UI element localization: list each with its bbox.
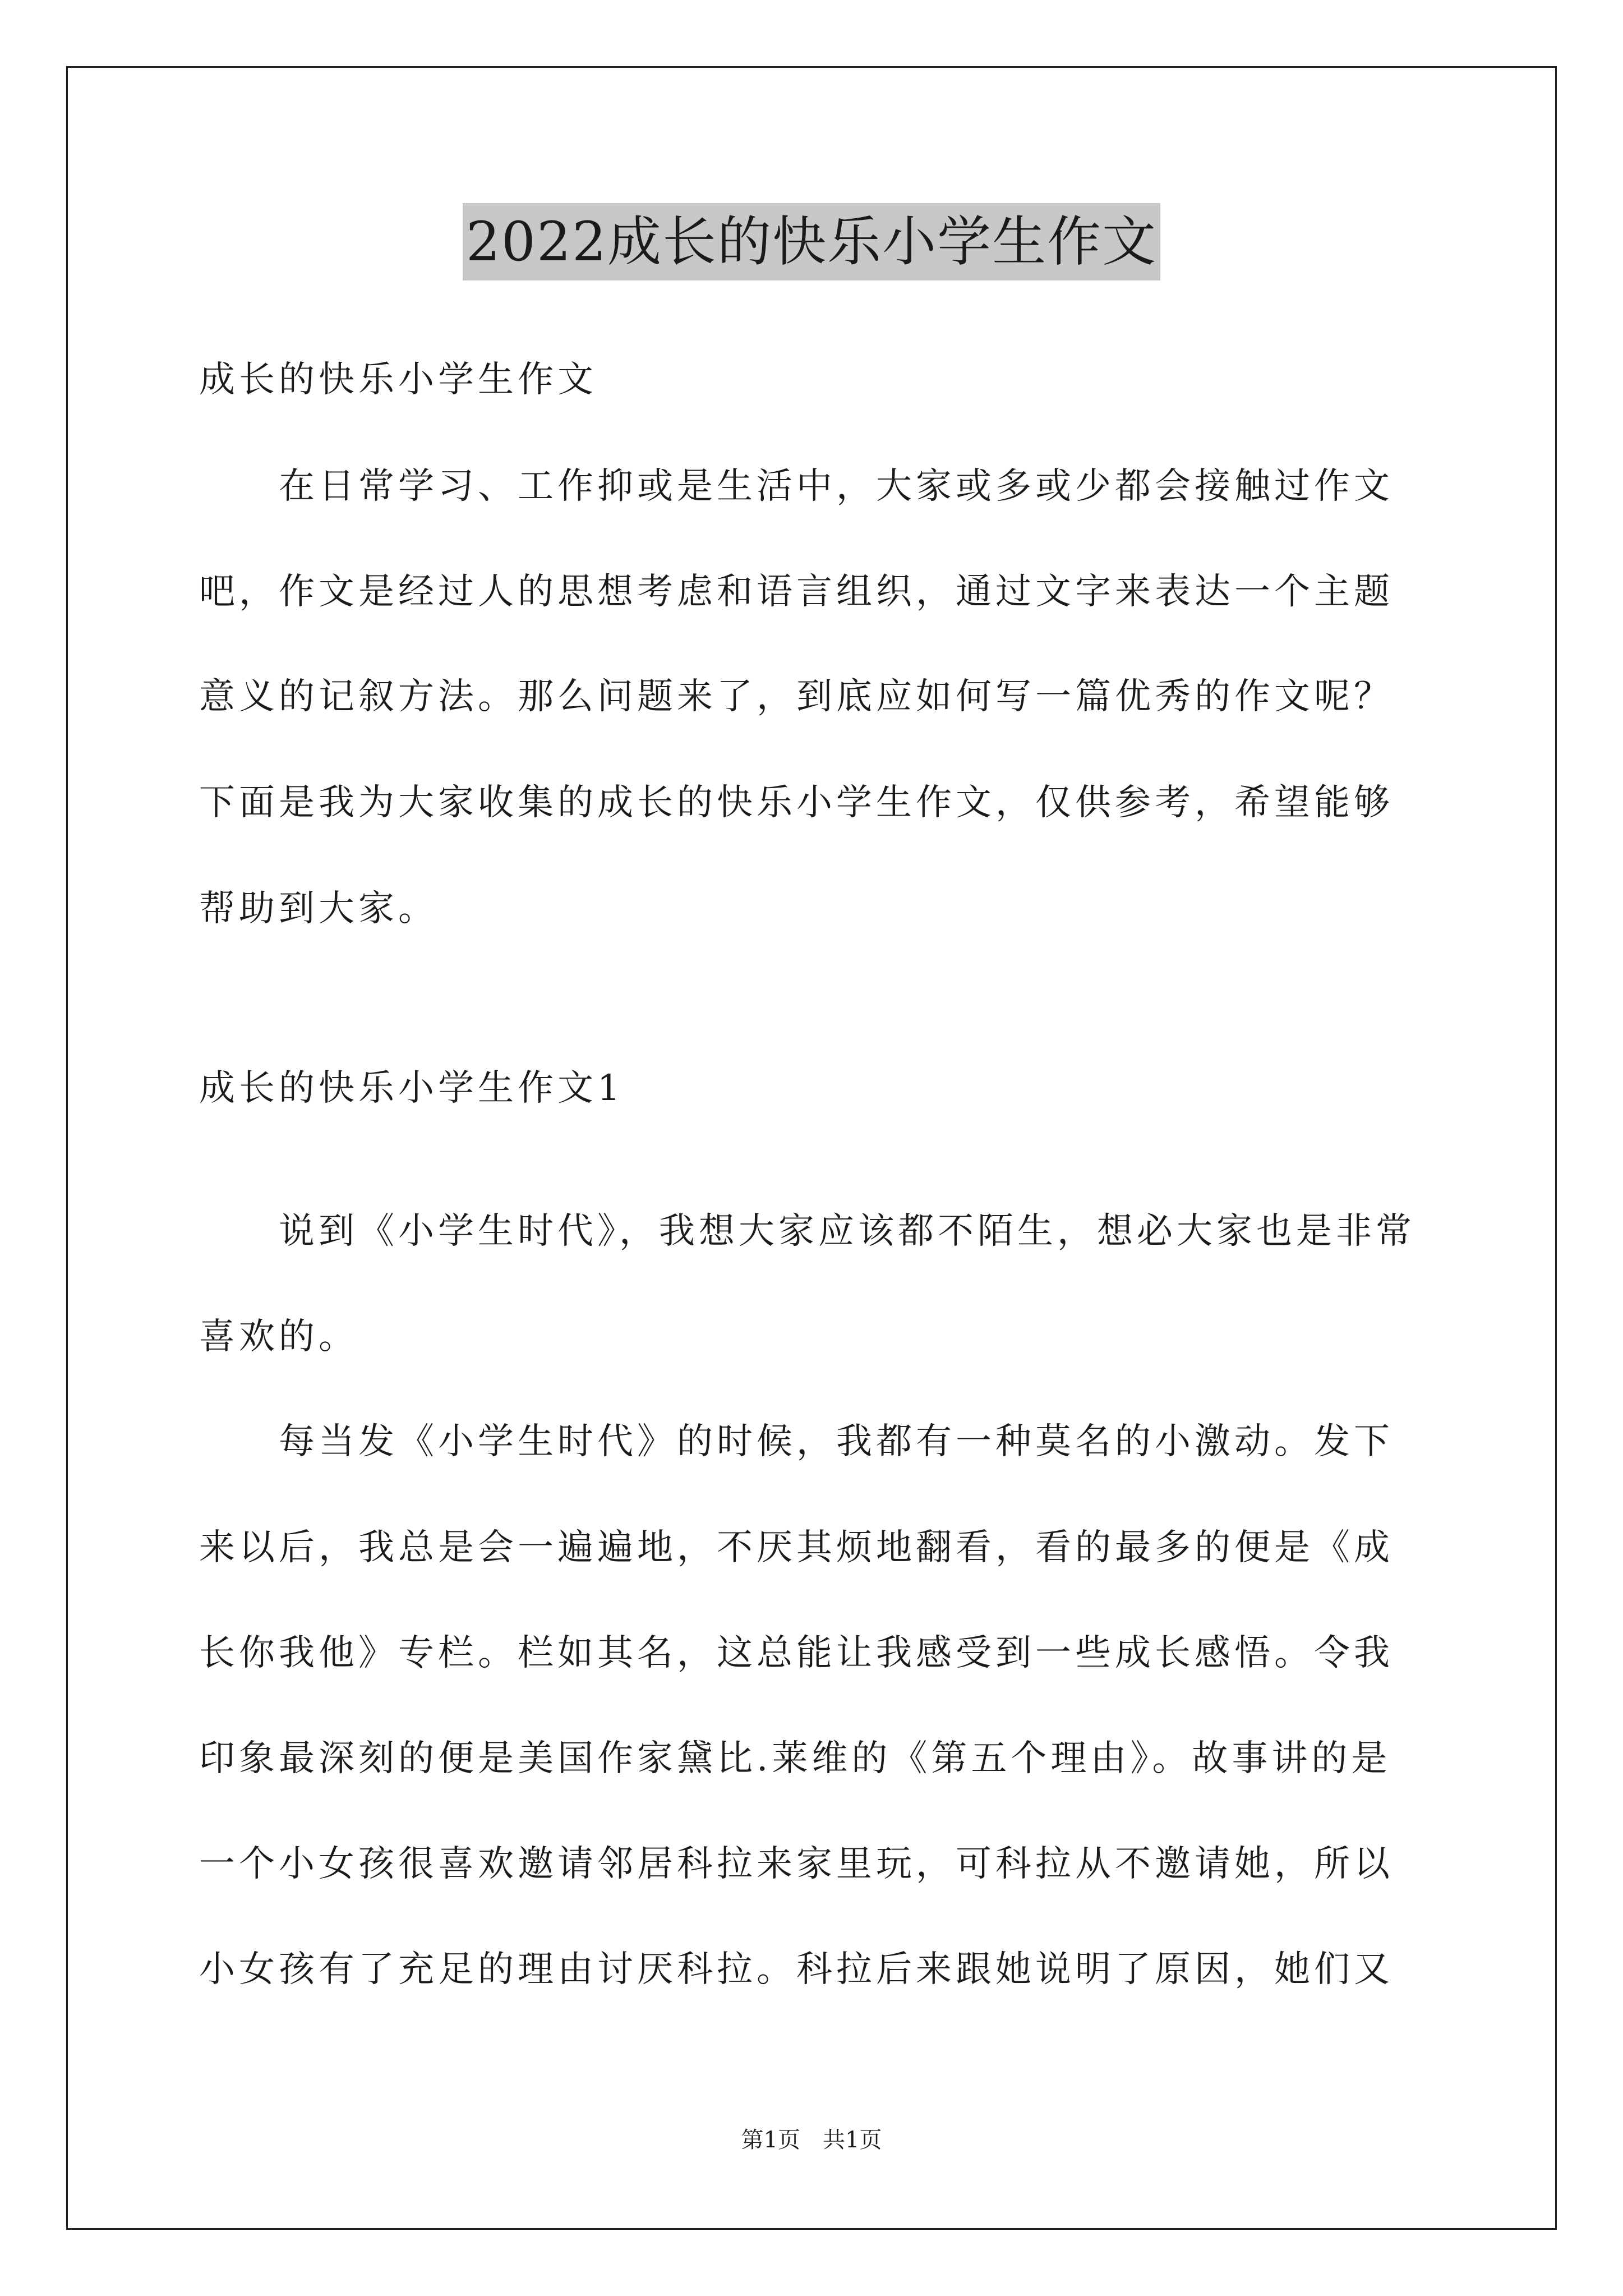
paragraph-line: 小女孩有了充足的理由讨厌科拉。科拉后来跟她说明了原因，她们又 bbox=[199, 1949, 1394, 1990]
paragraph-line: 说到《小学生时代》，我想大家应该都不陌生，想必大家也是非常 bbox=[199, 1211, 1415, 1252]
paragraph-line: 来以后，我总是会一遍遍地，不厌其烦地翻看，看的最多的便是《成 bbox=[199, 1527, 1394, 1568]
section-heading: 成长的快乐小学生作文1 bbox=[199, 1068, 624, 1109]
paragraph-line: 每当发《小学生时代》的时候，我都有一种莫名的小激动。发下 bbox=[199, 1421, 1394, 1462]
page-footer: 第1页 共1页 bbox=[741, 2127, 882, 2153]
intro-line: 在日常学习、工作抑或是生活中，大家或多或少都会接触过作文 bbox=[199, 466, 1394, 507]
title-container bbox=[0, 203, 1623, 280]
paragraph-line: 喜欢的。 bbox=[199, 1316, 358, 1358]
intro-line: 帮助到大家。 bbox=[199, 888, 438, 930]
subtitle: 成长的快乐小学生作文 bbox=[199, 359, 597, 401]
intro-line: 意义的记叙方法。那么问题来了，到底应如何写一篇优秀的作文呢？ bbox=[199, 676, 1394, 717]
paragraph-line: 印象最深刻的便是美国作家黛比.莱维的《第五个理由》。故事讲的是 bbox=[199, 1738, 1391, 1779]
intro-line: 吧，作文是经过人的思想考虑和语言组织，通过文字来表达一个主题 bbox=[199, 571, 1394, 613]
paragraph-line: 一个小女孩很喜欢邀请邻居科拉来家里玩，可科拉从不邀请她，所以 bbox=[199, 1843, 1394, 1885]
intro-line: 下面是我为大家收集的成长的快乐小学生作文，仅供参考，希望能够 bbox=[199, 782, 1394, 823]
document-title: 2022成长的快乐小学生作文 bbox=[463, 203, 1160, 280]
paragraph-line: 长你我他》专栏。栏如其名，这总能让我感受到一些成长感悟。令我 bbox=[199, 1632, 1394, 1674]
